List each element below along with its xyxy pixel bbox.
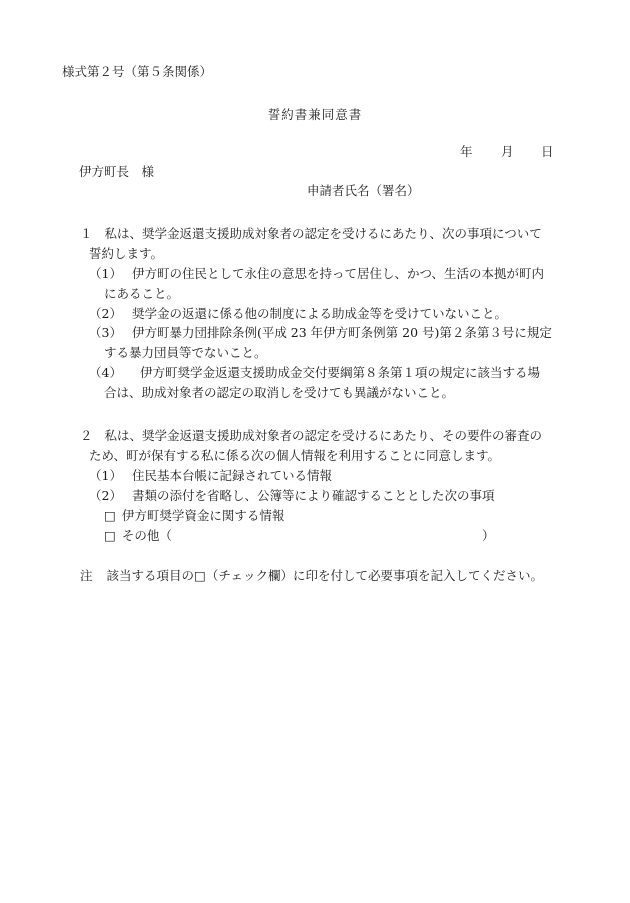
section2-text: 私は、奨学金返還支援助成対象者の認定を受けるにあたり、その要件の審査の: [104, 428, 543, 443]
checkbox-row-scholarship-info: [104, 510, 284, 523]
addressee: 伊方町長 様: [79, 164, 155, 179]
footnote-text: 該当する項目の□（チェック欄）に印を付して必要事項を記入してください。: [106, 568, 543, 583]
section1-item4-number: （4）: [89, 365, 122, 380]
section1-item3-line2: する暴力団員等でないこと。: [104, 345, 267, 360]
section1-item4: [89, 367, 540, 380]
date-day-label: 日: [541, 144, 554, 159]
checkbox-scholarship-info[interactable]: □: [104, 508, 116, 523]
form-number: 様式第２号（第５条関係）: [62, 64, 213, 79]
date-month-label: 月: [501, 144, 514, 159]
section2-item1: [89, 470, 332, 483]
checkbox-scholarship-info-label: 伊方町奨学資金に関する情報: [121, 508, 285, 523]
section1-item1-number: （1）: [89, 266, 122, 281]
section2-number: ２: [80, 428, 93, 443]
section1-item3-number: （3）: [89, 325, 122, 340]
checkbox-row-other: [104, 530, 172, 543]
checkbox-other[interactable]: □: [104, 528, 116, 543]
section1-item2-number: （2）: [89, 306, 122, 321]
section2-item2: [89, 490, 494, 503]
section1-item4-text: 伊方町奨学金返還支援助成金交付要綱第８条第１項の規定に該当する場: [139, 365, 540, 380]
section1-number: １: [80, 226, 93, 241]
section1-item3: [89, 327, 552, 340]
section1-text-line2: 誓約します。: [89, 246, 164, 261]
section2-item1-text: 住民基本台帳に記録されている情報: [131, 468, 332, 483]
checkbox-other-close-paren: ）: [482, 528, 495, 543]
section2-item2-text: 書類の添付を省略し、公簿等により確認することとした次の事項: [131, 488, 495, 503]
checkbox-other-label: その他（: [121, 528, 172, 543]
section1-item2: [89, 308, 507, 321]
section2-item2-number: （2）: [89, 488, 122, 503]
section1-item2-text: 奨学金の返還に係る他の制度による助成金等を受けていないこと。: [131, 306, 507, 321]
document-title: 誓約書兼同意書: [267, 107, 363, 122]
footnote: [80, 570, 543, 583]
footnote-prefix: 注: [80, 568, 93, 583]
section2-item1-number: （1）: [89, 468, 122, 483]
applicant-name-label: 申請者氏名（署名）: [307, 183, 420, 198]
section1-text-line1: [80, 228, 542, 241]
section1-item1-text: 伊方町の住民として永住の意思を持って居住し、かつ、生活の本拠が町内: [131, 266, 544, 281]
section1-item3-text: 伊方町暴力団排除条例(平成 23 年伊方町条例第 20 号)第２条第３号に規定: [131, 325, 552, 340]
section2-text-line1: [80, 430, 542, 443]
section1-item1-line2: にあること。: [104, 286, 180, 301]
date-year-label: 年: [460, 144, 473, 159]
section2-text-line2: ため、町が保有する私に係る次の個人情報を利用することに同意します。: [89, 448, 501, 463]
section1-text: 私は、奨学金返還支援助成対象者の認定を受けるにあたり、次の事項について: [104, 226, 542, 241]
section1-item4-line2: 合は、助成対象者の認定の取消しを受けても異議がないこと。: [104, 385, 455, 400]
section1-item1: [89, 268, 544, 281]
